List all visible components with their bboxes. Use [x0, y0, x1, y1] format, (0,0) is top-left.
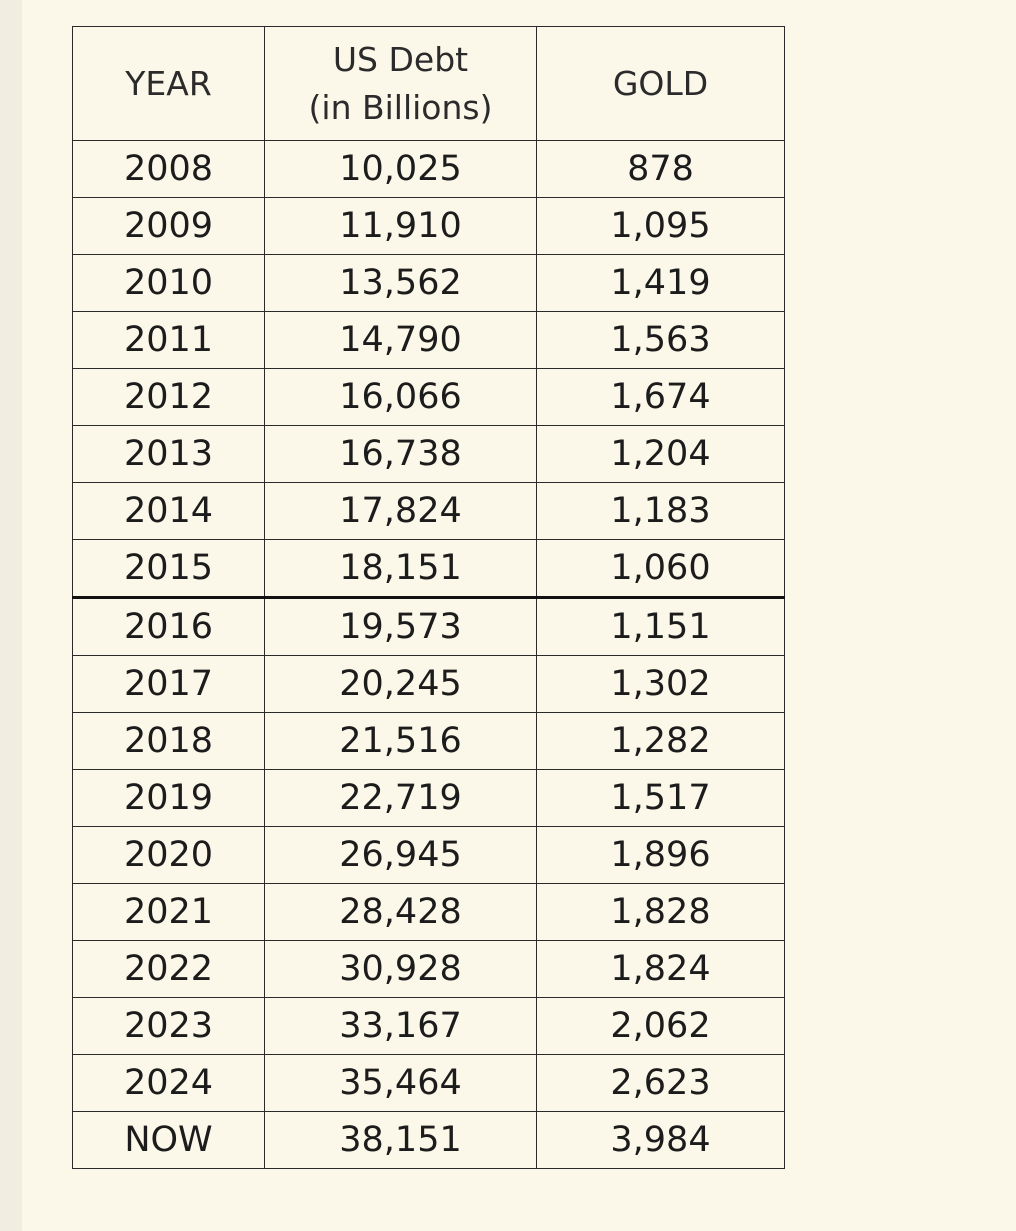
cell-us-debt: 10,025 — [265, 141, 537, 198]
cell-year: 2021 — [73, 884, 265, 941]
cell-us-debt: 11,910 — [265, 198, 537, 255]
table-row — [73, 941, 785, 998]
cell-year: NOW — [73, 1112, 265, 1169]
table-row — [73, 1112, 785, 1169]
cell-gold: 2,062 — [537, 998, 785, 1055]
cell-year: 2022 — [73, 941, 265, 998]
table-row — [73, 141, 785, 198]
table-row — [73, 255, 785, 312]
cell-year: 2016 — [73, 598, 265, 656]
cell-year: 2019 — [73, 770, 265, 827]
cell-gold: 3,984 — [537, 1112, 785, 1169]
table-row — [73, 827, 785, 884]
cell-year: 2015 — [73, 540, 265, 598]
cell-gold: 1,828 — [537, 884, 785, 941]
cell-us-debt: 20,245 — [265, 656, 537, 713]
cell-us-debt: 16,066 — [265, 369, 537, 426]
cell-us-debt: 30,928 — [265, 941, 537, 998]
table-row — [73, 369, 785, 426]
cell-us-debt: 35,464 — [265, 1055, 537, 1112]
cell-year: 2014 — [73, 483, 265, 540]
table-row — [73, 598, 785, 656]
left-margin-strip — [0, 0, 22, 1231]
cell-year: 2023 — [73, 998, 265, 1055]
header-row — [73, 27, 785, 141]
cell-gold: 1,204 — [537, 426, 785, 483]
header-us-debt-line2: (in Billions) — [308, 87, 493, 127]
cell-us-debt: 17,824 — [265, 483, 537, 540]
header-year: YEAR — [73, 27, 265, 141]
cell-us-debt: 21,516 — [265, 713, 537, 770]
cell-gold: 1,095 — [537, 198, 785, 255]
cell-year: 2008 — [73, 141, 265, 198]
cell-year: 2013 — [73, 426, 265, 483]
table-row — [73, 1055, 785, 1112]
cell-us-debt: 28,428 — [265, 884, 537, 941]
cell-year: 2010 — [73, 255, 265, 312]
cell-year: 2017 — [73, 656, 265, 713]
cell-us-debt: 26,945 — [265, 827, 537, 884]
table-row — [73, 426, 785, 483]
cell-gold: 1,563 — [537, 312, 785, 369]
cell-gold: 1,183 — [537, 483, 785, 540]
header-us-debt-line1: US Debt — [332, 39, 469, 79]
cell-gold: 1,419 — [537, 255, 785, 312]
header-us-debt — [265, 27, 537, 141]
cell-year: 2011 — [73, 312, 265, 369]
table-header — [73, 27, 785, 141]
cell-year: 2024 — [73, 1055, 265, 1112]
cell-us-debt: 38,151 — [265, 1112, 537, 1169]
cell-gold: 1,302 — [537, 656, 785, 713]
cell-us-debt: 19,573 — [265, 598, 537, 656]
table-row — [73, 770, 785, 827]
table-row — [73, 312, 785, 369]
cell-us-debt: 18,151 — [265, 540, 537, 598]
table-row — [73, 884, 785, 941]
cell-gold: 1,282 — [537, 713, 785, 770]
cell-us-debt: 33,167 — [265, 998, 537, 1055]
cell-gold: 1,151 — [537, 598, 785, 656]
table-body — [73, 141, 785, 1169]
cell-year: 2020 — [73, 827, 265, 884]
cell-gold: 1,674 — [537, 369, 785, 426]
header-gold: GOLD — [537, 27, 785, 141]
cell-gold: 878 — [537, 141, 785, 198]
table-row — [73, 713, 785, 770]
cell-gold: 1,517 — [537, 770, 785, 827]
cell-us-debt: 13,562 — [265, 255, 537, 312]
debt-gold-table — [72, 26, 785, 1169]
cell-gold: 2,623 — [537, 1055, 785, 1112]
table-row — [73, 198, 785, 255]
cell-us-debt: 16,738 — [265, 426, 537, 483]
cell-gold: 1,060 — [537, 540, 785, 598]
table-row — [73, 998, 785, 1055]
cell-gold: 1,824 — [537, 941, 785, 998]
table-row — [73, 483, 785, 540]
cell-gold: 1,896 — [537, 827, 785, 884]
table-row — [73, 540, 785, 598]
cell-us-debt: 22,719 — [265, 770, 537, 827]
cell-us-debt: 14,790 — [265, 312, 537, 369]
cell-year: 2009 — [73, 198, 265, 255]
table-row — [73, 656, 785, 713]
cell-year: 2018 — [73, 713, 265, 770]
cell-year: 2012 — [73, 369, 265, 426]
